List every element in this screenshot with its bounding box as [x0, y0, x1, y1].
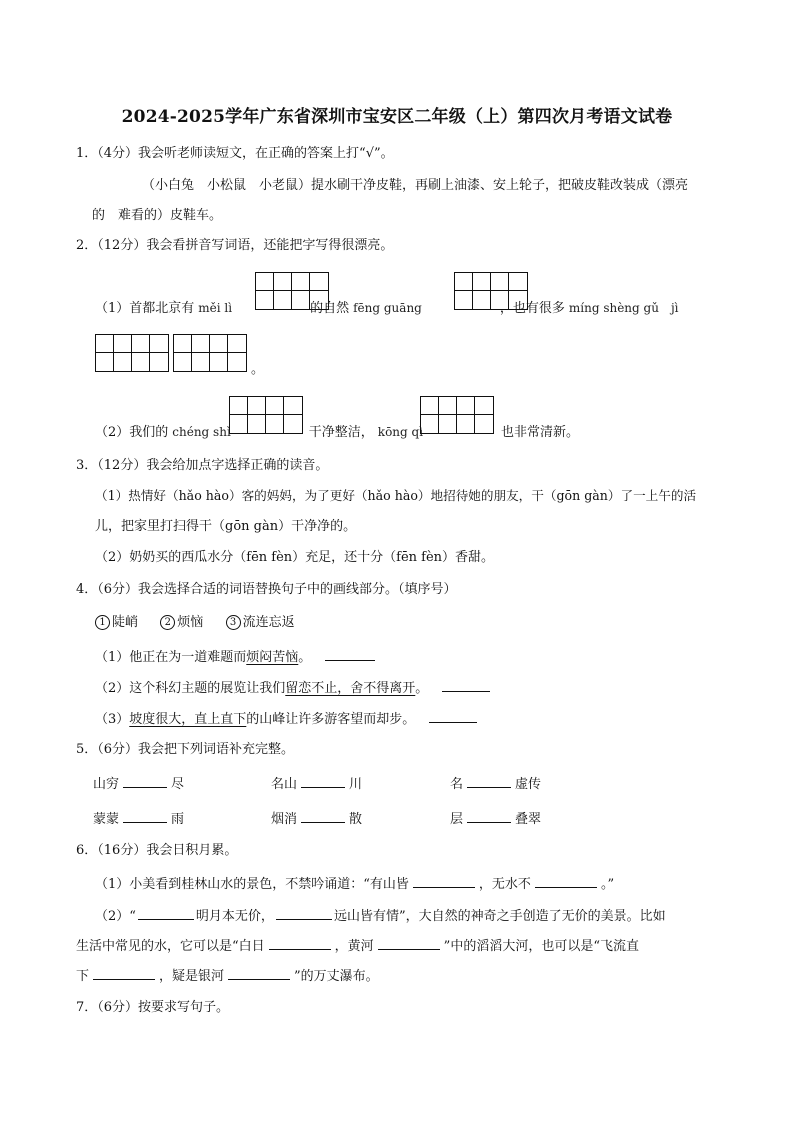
- q2-sentence1: [95, 298, 683, 319]
- answer-blank[interactable]: [442, 677, 490, 692]
- q6-line4: 下 ，疑是银河 ”的万丈瀑布。: [76, 965, 379, 987]
- q2-s1-end: 。: [251, 362, 265, 377]
- answer-blank[interactable]: [378, 935, 440, 950]
- q3-line2: 儿，把家里打扫得干（gōn gàn）干净净的。: [95, 519, 357, 534]
- answer-blank[interactable]: [228, 965, 290, 980]
- q7-stem: 7．（6分）按要求写句子。: [76, 1000, 230, 1015]
- q2-s2-text-b: 干净整洁，: [308, 425, 374, 440]
- q4-option-2: 2 烦恼: [160, 615, 203, 630]
- underlined-phrase: 烦闷苦恼: [246, 650, 299, 665]
- q6-line2: （2）“ 明月本无价， 远山皆有情”，大自然的神奇之手创造了无价的美景。比如: [95, 905, 666, 927]
- q5-stem: 5．（6分）我会把下列词语补充完整。: [76, 742, 295, 757]
- q1-stem: 1．（4分）我会听老师读短文，在正确的答案上打“√”。: [76, 146, 394, 161]
- q2-stem: 2．（12分）我会看拼音写词语，还能把字写得很漂亮。: [76, 238, 394, 253]
- answer-blank[interactable]: [123, 808, 167, 823]
- answer-blank[interactable]: [535, 873, 597, 888]
- q2-sentence2: [95, 422, 579, 443]
- answer-blank[interactable]: [429, 708, 477, 723]
- q3-line1: （1）热情好（hǎo hào）客的妈妈，为了更好（hǎo hào）地招待她的朋友，干（gōn gàn）了一上午的活: [95, 488, 697, 503]
- q3-stem: 3．（12分）我会给加点字选择正确的读音。: [76, 458, 329, 473]
- q2-s1-text-c: ，也有很多: [499, 301, 565, 316]
- char-grid-chengshi[interactable]: [229, 396, 303, 434]
- q2-s2-text-a: （2）我们的: [95, 425, 169, 440]
- q5-item: 层 叠翠: [450, 808, 541, 827]
- q1-line1: （小白兔 小松鼠 小老鼠）提水刷干净皮鞋，再刷上油漆、安上轮子，把破皮鞋改装成（漂亮: [142, 178, 689, 193]
- answer-blank[interactable]: [325, 646, 375, 661]
- exam-title: 2024-2025学年广东省深圳市宝安区二年级（上）第四次月考语文试卷: [121, 107, 673, 127]
- char-grid-mingshenggujī-2[interactable]: [173, 334, 247, 372]
- answer-blank[interactable]: [269, 935, 331, 950]
- answer-blank[interactable]: [467, 773, 511, 788]
- answer-blank[interactable]: [413, 873, 475, 888]
- q2-pinyin-kongqi: kōng qì: [377, 425, 424, 439]
- q2-s2-text-c: 也非常清新。: [501, 425, 580, 440]
- q4-sentence2: （2）这个科幻主题的展览让我们留恋不止，舍不得离开。: [95, 677, 494, 699]
- char-grid-kongqi[interactable]: [420, 396, 494, 434]
- answer-blank[interactable]: [138, 905, 194, 920]
- q6-stem: 6．（16分）我会日积月累。: [76, 843, 238, 858]
- q4-options: [95, 613, 295, 633]
- q2-pinyin-mingshenggujī: míng shèng gǔ jì: [568, 301, 679, 315]
- char-grid-mingshenggujī-1[interactable]: [95, 334, 169, 372]
- q4-sentence1: （1）他正在为一道难题而烦闷苦恼。: [95, 646, 379, 668]
- q2-s1-text-b: 的自然: [310, 301, 350, 316]
- q5-item: 蒙蒙 雨: [93, 808, 184, 827]
- q4-sentence3: （3）坡度很大，直上直下的山峰让许多游客望而却步。: [95, 708, 481, 730]
- answer-blank[interactable]: [467, 808, 511, 823]
- answer-blank[interactable]: [276, 905, 332, 920]
- q3-line3: （2）奶奶买的西瓜水分（fēn fèn）充足，还十分（fēn fèn）香甜。: [95, 550, 495, 565]
- q6-line3: 生活中常见的水，它可以是“白日 ，黄河 ”中的滔滔大河，也可以是“飞流直: [76, 935, 639, 957]
- q2-pinyin-fengguang: fēng guāng: [353, 301, 422, 315]
- q5-item: 名 虚传: [450, 773, 541, 792]
- q4-stem: 4．（6分）我会选择合适的词语替换句子中的画线部分。（填序号）: [76, 582, 457, 597]
- q4-option-3: 3 流连忘返: [226, 615, 295, 630]
- answer-blank[interactable]: [123, 773, 167, 788]
- answer-blank[interactable]: [301, 773, 345, 788]
- q1-line2: 的 难看的）皮鞋车。: [92, 208, 223, 223]
- underlined-phrase: 留恋不止，舍不得离开: [285, 681, 416, 696]
- q4-option-1: 1 陡峭: [95, 615, 138, 630]
- q6-line1: （1）小美看到桂林山水的景色，不禁吟诵道：“有山皆 ，无水不 。”: [95, 873, 614, 895]
- q2-pinyin-chengshi: chéng shì: [172, 425, 231, 439]
- q2-pinyin-meili: měi lì: [198, 301, 233, 315]
- q2-s1-text-a: （1）首都北京有: [95, 301, 195, 316]
- q5-item: 山穷 尽: [93, 773, 184, 792]
- q5-item: 名山 川: [271, 773, 362, 792]
- char-grid-meili[interactable]: [255, 272, 329, 310]
- underlined-phrase: 坡度很大，直上直下: [129, 712, 247, 727]
- q5-item: 烟消 散: [271, 808, 362, 827]
- answer-blank[interactable]: [93, 965, 155, 980]
- answer-blank[interactable]: [301, 808, 345, 823]
- char-grid-fengguang[interactable]: [454, 272, 528, 310]
